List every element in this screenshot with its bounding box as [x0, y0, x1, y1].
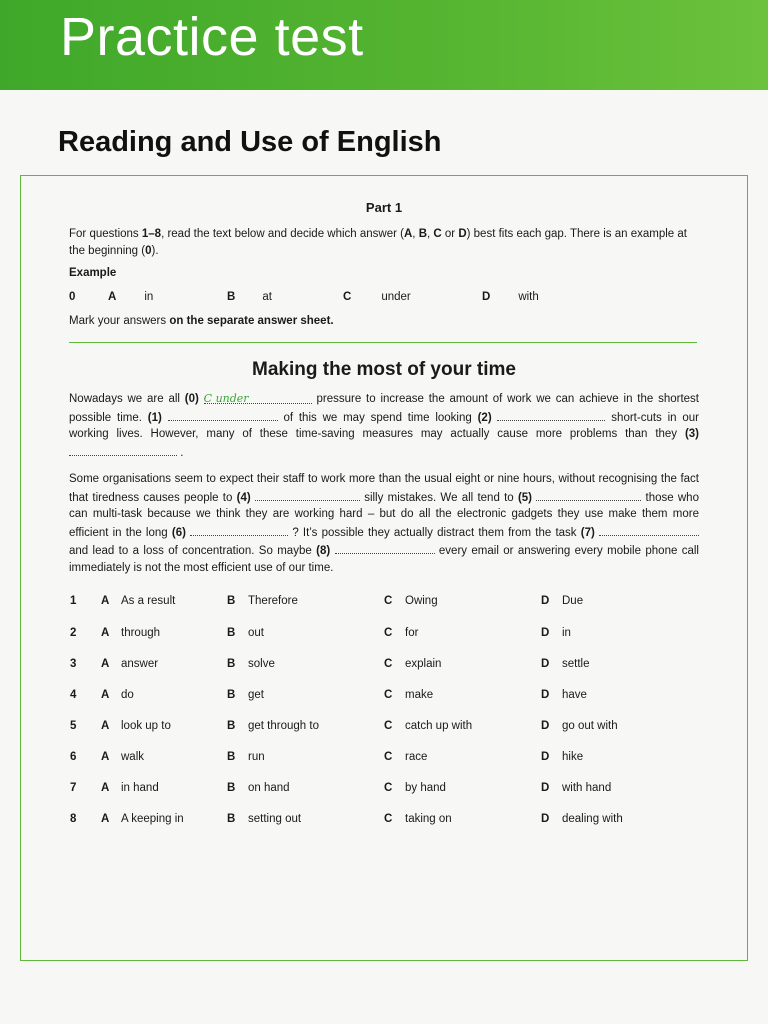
option-letter: A [101, 751, 110, 763]
instr-text: , read the text below and decide which answer ( [161, 228, 404, 240]
option-a[interactable]: answer [121, 658, 159, 670]
option-b[interactable]: get [248, 689, 264, 701]
example-option-c [343, 291, 411, 303]
gap-number: (4) [236, 491, 251, 504]
option-letter: C [384, 689, 393, 701]
option-a[interactable]: do [121, 689, 134, 701]
option-letter: D [541, 813, 550, 825]
example-number-text: 0 [69, 291, 76, 303]
option-d[interactable]: have [562, 689, 587, 701]
example-label: Example [69, 267, 117, 279]
option-letter: B [227, 813, 236, 825]
para-text: pressure to increase the amount of work we can achieve in the shortest possible time. [69, 393, 699, 424]
mark-bold: on the separate answer sheet. [169, 315, 334, 327]
gap-8-blank[interactable] [335, 541, 435, 554]
option-letter: B [227, 595, 236, 607]
question-row [21, 720, 747, 740]
gap-2-blank[interactable] [497, 408, 605, 421]
option-b[interactable]: Therefore [248, 595, 298, 607]
option-a[interactable]: walk [121, 751, 145, 763]
handwritten-answer: C under [203, 392, 249, 405]
option-d[interactable]: hike [562, 751, 584, 763]
para-text: of this we may spend time looking [277, 411, 478, 424]
option-c[interactable]: for [405, 627, 419, 639]
option-letter: D [541, 595, 550, 607]
paragraph-2 [69, 471, 699, 576]
option-letter: C [384, 782, 393, 794]
option-letter: B [227, 658, 236, 670]
question-number: 7 [70, 782, 77, 794]
option-letter: B [227, 627, 236, 639]
gap-6-blank[interactable] [190, 523, 288, 536]
option-letter: A [101, 720, 110, 732]
instr-zero: 0 [145, 245, 152, 257]
option-letter: C [384, 658, 393, 670]
gap-3-blank[interactable] [69, 443, 177, 456]
option-letter: C [384, 813, 393, 825]
para-text: silly mistakes. We all tend to [359, 491, 518, 504]
instr-text: , [412, 228, 419, 240]
instr-text: For questions [69, 228, 142, 240]
option-letter: A [101, 782, 110, 794]
part-1-box [20, 175, 748, 961]
instr-letter: D [458, 228, 467, 240]
example-number [69, 291, 75, 303]
option-letter: A [101, 627, 110, 639]
question-row [21, 689, 747, 709]
option-letter: D [541, 720, 550, 732]
instructions [69, 226, 699, 260]
option-text: in [144, 291, 154, 303]
banner-title: Practice test [60, 7, 364, 67]
option-d[interactable]: in [562, 627, 571, 639]
option-a[interactable]: As a result [121, 595, 176, 607]
option-letter: A [101, 595, 110, 607]
instr-letter: B [418, 228, 427, 240]
gap-number: (1) [147, 411, 162, 424]
para-text: ? It’s possible they actually distract them from the task [288, 526, 581, 539]
para-text: . [177, 446, 184, 459]
divider [69, 342, 697, 343]
option-a[interactable]: in hand [121, 782, 159, 794]
option-letter: A [101, 813, 110, 825]
question-number: 5 [70, 720, 77, 732]
para-text: those who can multi-task because we think they are working hard – but do all the electronic gadgets they use make them more efficient in the long [69, 491, 699, 539]
gap-number: (6) [171, 526, 186, 539]
question-number: 3 [70, 658, 77, 670]
para-text: Nowadays we are all [69, 393, 185, 405]
question-number: 1 [70, 595, 77, 607]
option-letter: D [541, 658, 550, 670]
option-d[interactable]: Due [562, 595, 584, 607]
option-letter: D [541, 689, 550, 701]
option-a[interactable]: A keeping in [121, 813, 184, 825]
example-option-d [482, 291, 539, 303]
gap-number: (2) [477, 411, 492, 424]
question-number: 6 [70, 751, 77, 763]
question-row [21, 658, 747, 678]
option-letter: D [482, 291, 491, 303]
option-b[interactable]: out [248, 627, 264, 639]
option-b[interactable]: setting out [248, 813, 302, 825]
gap-0-blank [204, 391, 312, 404]
option-c[interactable]: taking on [405, 813, 452, 825]
question-row [21, 813, 747, 833]
instr-range: 1–8 [141, 228, 162, 240]
instr-text: or [441, 228, 459, 240]
option-b[interactable]: on hand [248, 782, 290, 794]
example-option-b [227, 291, 272, 303]
question-number: 4 [70, 689, 77, 701]
para-text: Some organisations seem to expect their staff to work more than the usual eight or nine hours, without recognising the fact that tiredness causes people to [69, 473, 699, 504]
option-c[interactable]: by hand [405, 782, 446, 794]
option-text: at [262, 291, 272, 303]
gap-number: (8) [316, 545, 331, 557]
question-row [21, 751, 747, 771]
gap-number: (7) [580, 526, 595, 539]
option-text: under [381, 291, 411, 303]
option-letter: C [384, 751, 393, 763]
option-letter: C [384, 627, 393, 639]
option-letter: B [227, 720, 236, 732]
option-letter: C [384, 595, 393, 607]
option-letter: D [541, 782, 550, 794]
option-a[interactable]: through [121, 627, 161, 639]
section-title: Reading and Use of English [58, 126, 442, 158]
option-c[interactable]: explain [405, 658, 442, 670]
option-text: with [518, 291, 539, 303]
question-row [21, 595, 747, 615]
part-heading: Part 1 [365, 200, 403, 215]
option-d[interactable]: settle [562, 658, 590, 670]
option-letter: B [227, 782, 236, 794]
paragraph-1 [69, 391, 699, 461]
option-b[interactable]: run [248, 751, 265, 763]
option-letter: B [227, 689, 236, 701]
option-c[interactable]: make [405, 689, 434, 701]
option-letter: C [343, 291, 352, 303]
option-letter: B [227, 751, 236, 763]
option-letter: A [108, 291, 117, 303]
example-option-a [108, 291, 153, 303]
option-b[interactable]: solve [248, 658, 275, 670]
para-text: every email or answering every mobile phone call immediately is not the most efficient use of our time. [69, 545, 699, 574]
gap-1-blank[interactable] [168, 408, 278, 421]
question-row [21, 782, 747, 802]
option-d[interactable]: with hand [562, 782, 612, 794]
instr-text: , [427, 228, 434, 240]
question-number: 8 [70, 813, 77, 825]
option-c[interactable]: race [405, 751, 428, 763]
option-d[interactable]: go out with [562, 720, 618, 732]
answer-sheet-note [69, 315, 334, 327]
option-c[interactable]: catch up with [405, 720, 473, 732]
option-letter: D [541, 627, 550, 639]
option-letter: D [541, 751, 550, 763]
gap-number: (0) [184, 393, 199, 405]
question-number: 2 [70, 627, 77, 639]
option-letter: C [384, 720, 393, 732]
instr-letter: C [433, 228, 442, 240]
instr-text: ) best fits each gap. There is an example at the beginning ( [69, 228, 687, 257]
gap-number: (3) [684, 428, 699, 440]
instr-letter: A [403, 228, 413, 240]
option-a[interactable]: look up to [121, 720, 171, 732]
para-text: short-cuts in our working lives. However, many of these time-saving measures may actually cause more problems than they [69, 411, 699, 440]
mark-text: Mark your answers [69, 315, 170, 327]
header-banner [0, 0, 768, 90]
option-letter: A [101, 689, 110, 701]
option-c[interactable]: Owing [405, 595, 438, 607]
gap-5-blank[interactable] [536, 488, 641, 501]
option-d[interactable]: dealing with [562, 813, 623, 825]
instr-text: ). [151, 245, 159, 257]
gap-number: (5) [517, 491, 532, 504]
gap-4-blank[interactable] [255, 488, 360, 501]
option-b[interactable]: get through to [248, 720, 319, 732]
para-text: and lead to a loss of concentration. So maybe [69, 545, 317, 557]
option-letter: A [101, 658, 110, 670]
question-row [21, 627, 747, 647]
option-letter: B [227, 291, 236, 303]
text-title: Making the most of your time [252, 359, 516, 380]
gap-7-blank[interactable] [599, 523, 699, 536]
